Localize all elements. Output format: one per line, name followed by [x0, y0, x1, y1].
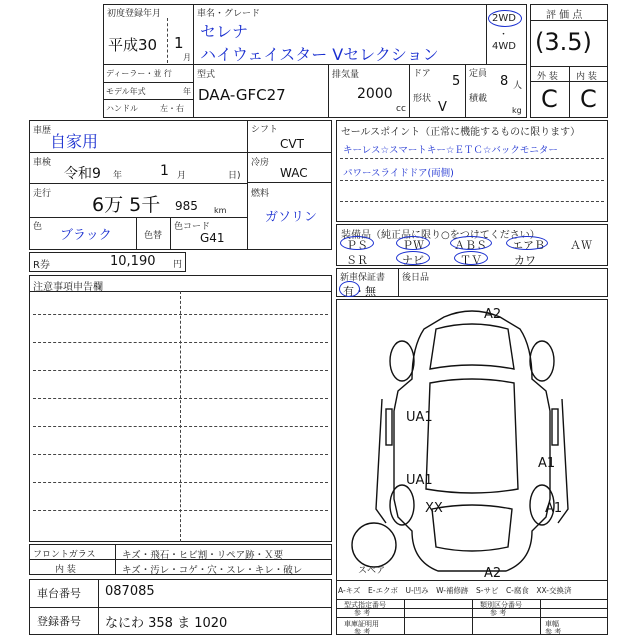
inspection-month: 1: [160, 163, 169, 179]
r-unit: 円: [173, 260, 183, 270]
interior-cond-value: キズ・汚レ・コゲ・穴・スレ・キレ・破レ: [122, 565, 303, 576]
capacity-unit: 人: [513, 81, 523, 91]
reg-label: 登録番号: [37, 615, 81, 628]
car-name: セレナ: [200, 22, 249, 41]
shift-label: シフト: [251, 125, 279, 135]
garage-cert-label: 車庫証明用: [344, 620, 379, 628]
model-year-label: モデル年式: [106, 87, 146, 96]
shape-value: V: [438, 100, 447, 115]
model-check-label: 型式指定番号: [344, 601, 386, 609]
handle-label: ハンドル: [106, 104, 138, 113]
first-reg-month: 1: [174, 34, 184, 52]
front-left-wheel: [390, 341, 414, 381]
interior-score: C: [580, 85, 597, 113]
cc-unit: cc: [396, 104, 406, 114]
km-unit: km: [214, 206, 227, 215]
equip-aw: ＡＷ: [570, 239, 592, 252]
interior-label: 内 装: [576, 72, 597, 82]
damage-mark-front: A2: [484, 307, 502, 322]
interior-cond-label: 内 装: [55, 565, 76, 575]
later-label: 後日品: [402, 273, 430, 283]
exterior-score: C: [541, 85, 558, 113]
ref-label-1: 参 考: [354, 609, 371, 617]
first-reg-month-unit: 月: [183, 53, 191, 62]
capacity-label: 定員: [469, 69, 488, 79]
width-label: 車幅: [545, 620, 559, 628]
equip-tv-circle: [454, 251, 488, 265]
damage-legend: A-キズ E-エクボ U-凹み W-補修跡 S-サビ C-腐食 XX-交換済: [338, 586, 572, 595]
first-reg-era: 平成30: [108, 36, 158, 54]
score-label: 評 価 点: [546, 10, 583, 21]
dealer-label: ディーラー・並 行: [106, 69, 172, 78]
sales-point-line2: パワースライドドア(両側): [343, 168, 454, 179]
spare-label: スペア: [358, 566, 386, 576]
equip-tv: ＴＶ: [460, 254, 482, 267]
type-value: DAA-GFC27: [198, 86, 286, 104]
chassis-value: 087085: [105, 584, 155, 599]
notes-title: 注意事項申告欄: [33, 282, 103, 293]
ref-label-2: 参 考: [490, 609, 507, 617]
shift-value: CVT: [280, 137, 304, 151]
equip-ps-circle: [340, 236, 374, 250]
r-ticket-box: [29, 252, 186, 272]
handle-value: 左・右: [160, 104, 184, 113]
displacement-label: 排気量: [332, 70, 360, 80]
car-diagram: [336, 299, 608, 579]
color-code-label: 色コード: [174, 222, 211, 232]
r-label: R券: [33, 260, 50, 271]
roof-outline: [426, 379, 518, 493]
damage-mark-right-rear: A1: [545, 501, 563, 516]
model-year-unit: 年: [183, 87, 191, 96]
first-reg-label: 初度登録年月: [107, 9, 162, 19]
right-mirror: [552, 409, 558, 445]
r-value: 10,190: [110, 254, 156, 269]
mileage-small: 985: [175, 199, 198, 213]
inspection-month-unit: 月: [177, 171, 187, 181]
equip-navi: ナビ: [402, 254, 424, 267]
type-label: 型式: [197, 70, 216, 80]
chassis-label: 車台番号: [37, 587, 81, 600]
score-value: (3.5): [535, 28, 592, 56]
equip-airbag: エアＢ: [512, 239, 545, 252]
door-value: 5: [452, 74, 461, 89]
shape-label: 形状: [413, 94, 432, 104]
damage-mark-rear: A2: [484, 566, 502, 581]
color-code-value: G41: [200, 231, 225, 245]
name-grade-label: 車名・グレード: [197, 9, 261, 19]
warranty-yes-circle: [339, 281, 360, 297]
use-label: 車歴: [33, 126, 52, 136]
ref-label-4: 参 考: [545, 628, 562, 636]
equip-navi-circle: [396, 251, 430, 265]
hood-outline: [430, 324, 514, 369]
sales-points-title: セールスポイント（正常に機能するものに限ります）: [341, 127, 581, 138]
equip-pw-circle: [396, 236, 430, 250]
car-grade: ハイウェイスター Vセレクション: [200, 45, 439, 64]
drive-2wd: 2WD: [492, 13, 516, 24]
color-change-label: 色替: [144, 231, 163, 241]
inspection-day-unit: 日): [228, 171, 241, 181]
equipment-title: 装備品（純正品に限り○をつけてください）: [341, 230, 540, 241]
trunk-outline: [432, 505, 512, 551]
damage-mark-left-rear-door: UA1: [406, 473, 433, 488]
color-label: 色: [33, 222, 43, 232]
reg-value: なにわ 358 ま 1020: [105, 616, 228, 631]
fuel-label: 燃料: [251, 189, 270, 199]
displacement-value: 2000: [357, 86, 393, 102]
inspection-year-unit: 年: [113, 171, 123, 181]
equip-sr: ＳＲ: [346, 254, 368, 267]
drive-dot: ・: [499, 30, 509, 40]
load-label: 積載: [469, 94, 488, 104]
left-side-outline: [376, 399, 386, 523]
inspection-label: 車検: [33, 158, 52, 168]
ref-label-3: 参 考: [354, 628, 371, 636]
aircon-value: WAC: [280, 166, 308, 180]
aircon-label: 冷房: [251, 158, 270, 168]
equip-abs: ＡＢＳ: [454, 239, 487, 252]
warranty-label: 新車保証書: [340, 273, 386, 283]
equip-airbag-circle: [506, 236, 548, 250]
car-body-outline: [394, 311, 550, 571]
damage-mark-right-rear-door: A1: [538, 456, 556, 471]
class-check-label: 類別区分番号: [480, 601, 522, 609]
front-glass-value: キズ・飛石・ヒビ割・リペア跡・Ｘ要: [122, 550, 284, 561]
rear-left-wheel: [390, 485, 414, 525]
mileage-label: 走行: [33, 189, 52, 199]
left-mirror: [386, 409, 392, 445]
equip-ps: ＰＳ: [346, 239, 368, 252]
damage-mark-left-rear: XX: [425, 501, 443, 516]
equip-leather: カワ: [514, 254, 536, 267]
front-glass-label: フロントガラス: [33, 550, 96, 560]
color-value: ブラック: [60, 228, 112, 243]
sales-point-line1: キーレス☆スマートキー☆ＥＴＣ☆バックモニター: [343, 145, 558, 156]
fuel-value: ガソリン: [265, 210, 318, 225]
drive-4wd: 4WD: [492, 41, 516, 52]
damage-mark-left-front-door: UA1: [406, 410, 433, 425]
equip-pw: ＰＷ: [402, 239, 424, 252]
spare-tire: [352, 523, 396, 567]
front-right-wheel: [530, 341, 554, 381]
door-label: ドア: [413, 69, 431, 79]
kg-unit: kg: [512, 106, 522, 115]
inspection-era: 令和9: [64, 166, 101, 182]
warranty-value: 有・無: [343, 285, 376, 298]
mileage-value: 6万 5千: [92, 194, 161, 216]
equip-abs-circle: [450, 236, 492, 250]
use-value: 自家用: [50, 132, 99, 151]
exterior-label: 外 装: [537, 72, 558, 82]
capacity-value: 8: [500, 74, 509, 89]
